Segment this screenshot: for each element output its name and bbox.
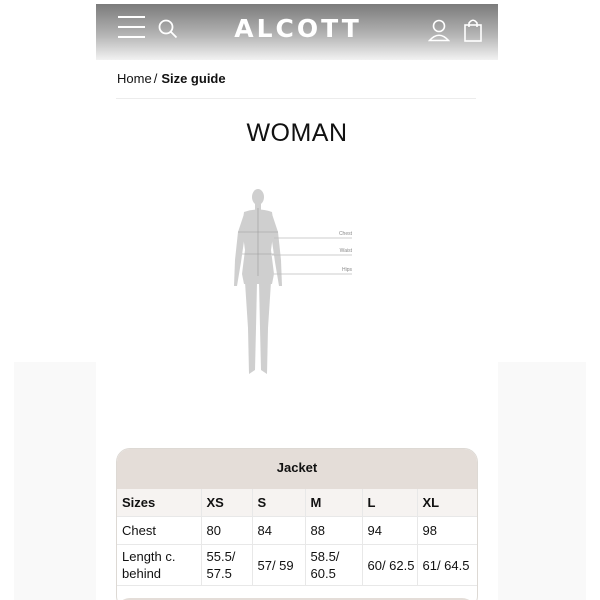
table-cell: 58.5/ 60.5 <box>305 545 362 586</box>
column-header-sizes: Sizes <box>117 489 201 517</box>
table-cell: 55.5/ 57.5 <box>201 545 252 586</box>
column-header-xl: XL <box>417 489 477 517</box>
jacket-size-table-card <box>116 448 478 600</box>
account-icon[interactable] <box>428 18 450 42</box>
table-cell: 84 <box>252 517 305 545</box>
breadcrumb-current: Size guide <box>161 71 226 86</box>
figure-label-hips: Hips <box>341 267 352 273</box>
table-cell: 88 <box>305 517 362 545</box>
breadcrumb-separator: / <box>153 71 158 86</box>
brand-logo[interactable]: ALCOTT <box>234 14 362 43</box>
column-header-l: L <box>362 489 417 517</box>
page-title: WOMAN <box>246 119 348 147</box>
jacket-size-table <box>117 489 477 586</box>
breadcrumb <box>117 71 226 87</box>
breadcrumb-divider <box>116 98 476 99</box>
table-cell: 61/ 64.5 <box>417 545 477 586</box>
search-icon[interactable] <box>158 19 178 39</box>
row-label: Length c. behind <box>117 545 201 586</box>
table-header-row <box>117 489 477 517</box>
breadcrumb-home[interactable]: Home <box>117 71 152 86</box>
site-header <box>96 4 498 60</box>
figure-label-waist: Waist <box>339 248 352 254</box>
table-cell: 57/ 59 <box>252 545 305 586</box>
menu-icon[interactable] <box>118 14 145 40</box>
table-cell: 60/ 62.5 <box>362 545 417 586</box>
table-cell: 80 <box>201 517 252 545</box>
column-header-m: M <box>305 489 362 517</box>
figure-label-chest: Chest <box>338 231 352 237</box>
mobile-screen <box>96 4 498 600</box>
column-header-xs: XS <box>201 489 252 517</box>
table-row-length <box>117 545 477 586</box>
table-cell: 94 <box>362 517 417 545</box>
body-measurement-figure <box>228 188 368 380</box>
bag-icon[interactable] <box>463 18 483 42</box>
jacket-table-title: Jacket <box>117 449 477 489</box>
row-label: Chest <box>117 517 201 545</box>
table-row-chest <box>117 517 477 545</box>
column-header-s: S <box>252 489 305 517</box>
table-cell: 98 <box>417 517 477 545</box>
